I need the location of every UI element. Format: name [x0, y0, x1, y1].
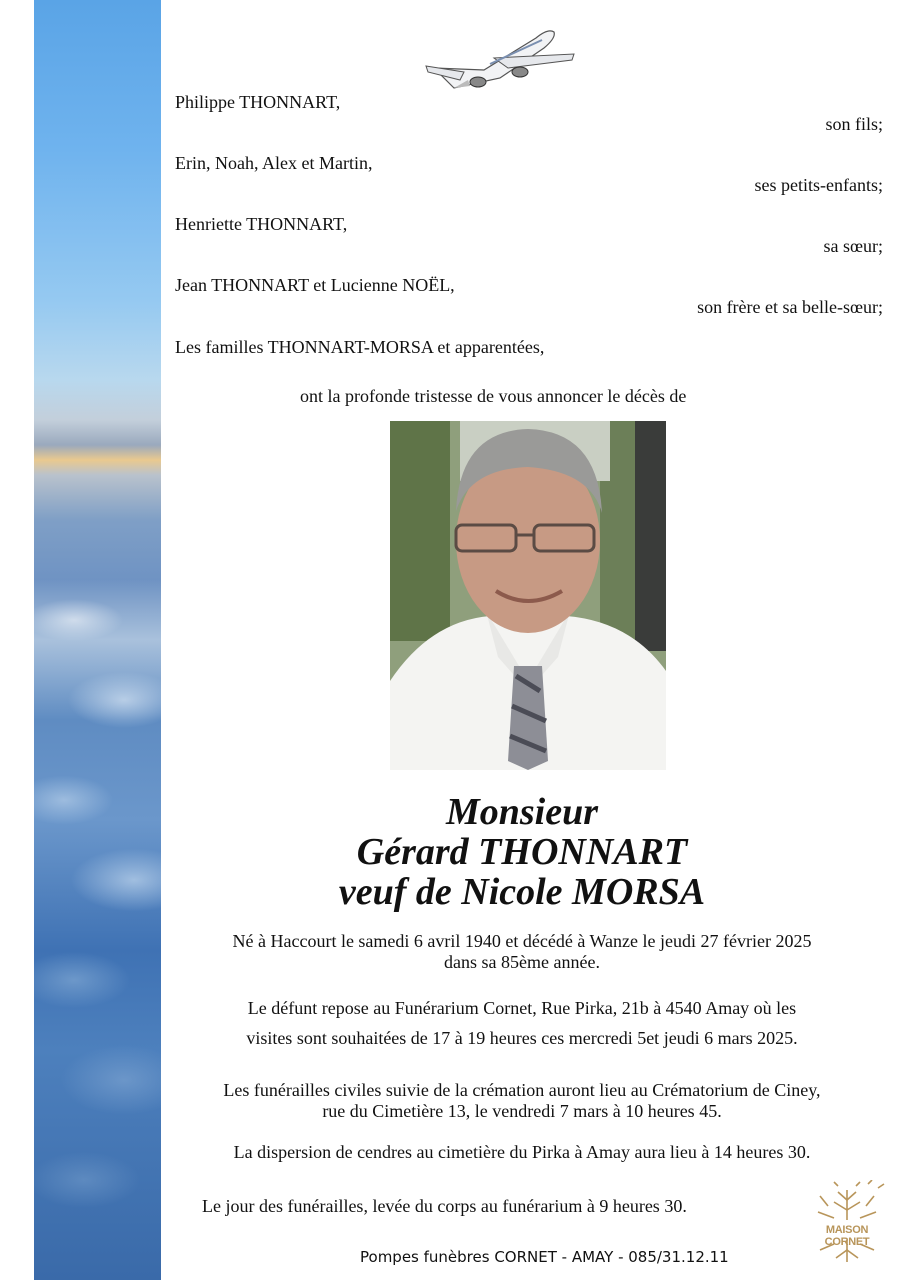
sky-clouds-banner — [34, 0, 161, 1280]
logo-text: MAISON CORNET — [824, 1224, 870, 1248]
family-name-5: Les familles THONNART-MORSA et apparentées, — [175, 337, 545, 357]
leaf-emblem-bottom-icon — [808, 1238, 886, 1268]
visit-line-1: Le défunt repose au Funérarium Cornet, Rue Pirka, 21b à 4540 Amay où les — [247, 998, 797, 1018]
family-relation-1: son fils; — [825, 114, 883, 134]
family-relation-4: son frère et sa belle-sœur; — [697, 297, 883, 317]
airplane-icon — [424, 24, 576, 94]
levee-text: Le jour des funérailles, levée du corps au funérarium à 9 heures 30. — [202, 1196, 687, 1216]
footer-contact: Pompes funèbres CORNET - AMAY - 085/31.12.11 — [360, 1248, 729, 1266]
deceased-portrait — [390, 421, 666, 770]
birth-death-line-2: dans sa 85ème année. — [444, 952, 600, 972]
dispersion-text: La dispersion de cendres au cimetière du Pirka à Amay aura lieu à 14 heures 30. — [233, 1142, 811, 1162]
family-relation-2: ses petits-enfants; — [754, 175, 883, 195]
family-name-3: Henriette THONNART, — [175, 214, 348, 234]
announcement-text: ont la profonde tristesse de vous annoncer le décès de — [300, 386, 687, 406]
deceased-title: Monsieur — [445, 791, 599, 833]
family-relation-3: sa sœur; — [823, 236, 883, 256]
birth-death-line-1: Né à Haccourt le samedi 6 avril 1940 et décédé à Wanze le jeudi 27 février 2025 — [232, 931, 812, 951]
maison-cornet-logo — [808, 1180, 886, 1270]
leaf-emblem-icon — [808, 1180, 886, 1224]
visit-line-2: visites sont souhaitées de 17 à 19 heures ces mercredi 5et jeudi 6 mars 2025. — [246, 1028, 798, 1048]
deceased-widow-of: veuf de Nicole MORSA — [338, 871, 706, 913]
family-name-4: Jean THONNART et Lucienne NOËL, — [175, 275, 455, 295]
funeral-line-1: Les funérailles civiles suivie de la crémation auront lieu au Crématorium de Ciney, — [223, 1080, 821, 1100]
deceased-name: Gérard THONNART — [356, 831, 688, 873]
family-name-2: Erin, Noah, Alex et Martin, — [175, 153, 373, 173]
funeral-line-2: rue du Cimetière 13, le vendredi 7 mars à 10 heures 45. — [322, 1101, 722, 1121]
family-name-1: Philippe THONNART, — [175, 92, 341, 112]
